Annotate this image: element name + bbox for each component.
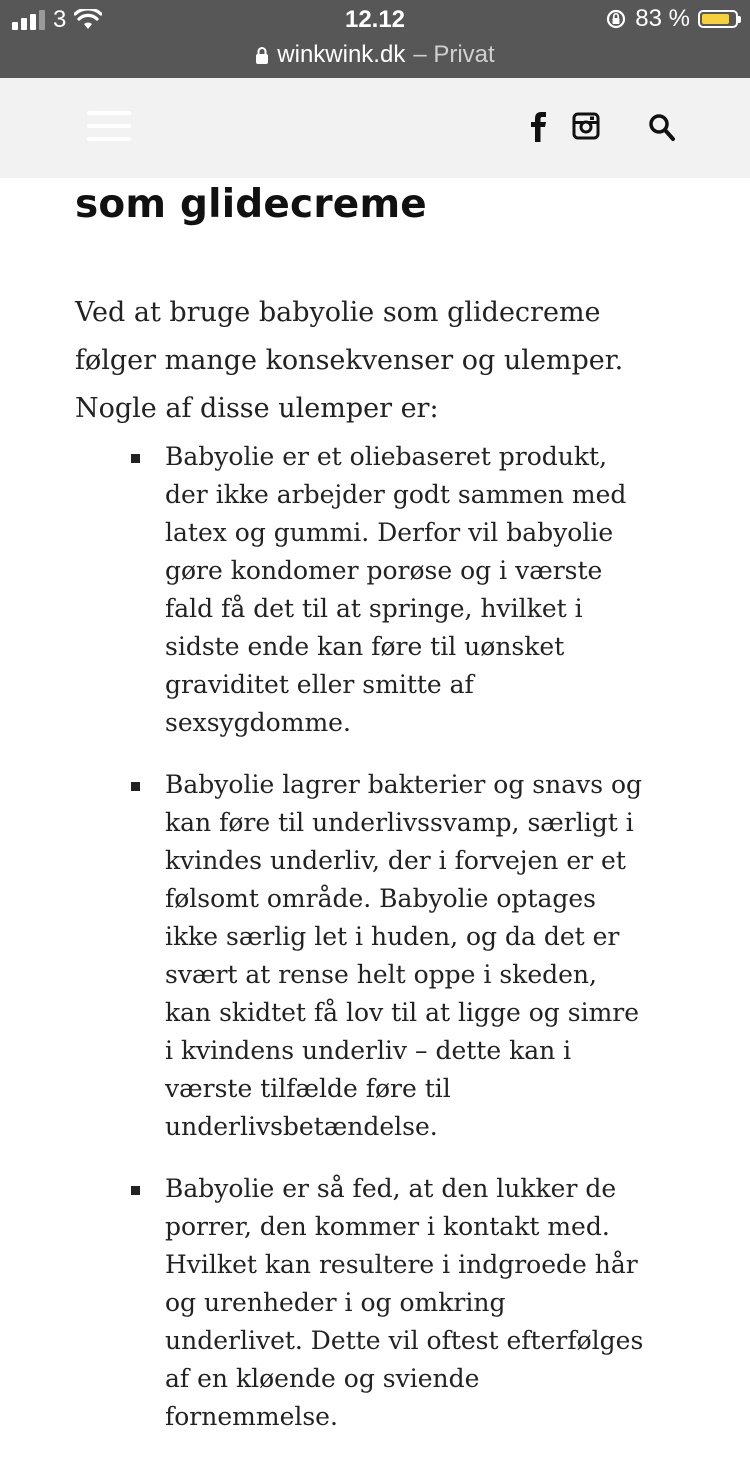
site-header (0, 78, 750, 178)
battery-percent: 83 % (635, 5, 690, 32)
lock-icon (255, 46, 269, 64)
facebook-icon[interactable] (527, 112, 551, 142)
bullet-square-icon (131, 1186, 140, 1195)
list-item (131, 1170, 651, 1436)
hamburger-menu-icon[interactable] (87, 111, 131, 143)
intro-paragraph: Ved at bruge babyolie som glidecreme følger mange konsekvenser og ulemper. Nogle af disse ulemper er: (75, 297, 624, 424)
battery-fill (702, 14, 729, 24)
ulemper-list (131, 438, 651, 1460)
battery-icon (698, 10, 738, 28)
carrier-name: 3 (53, 6, 67, 33)
right-status (605, 5, 738, 33)
status-bar (0, 0, 750, 40)
url-domain: winkwink.dk (277, 41, 406, 68)
bullet-square-icon (131, 782, 140, 791)
status-time: 12.12 (344, 6, 406, 33)
section-heading: som glidecreme (75, 182, 427, 227)
browser-top-bar (0, 0, 750, 78)
instagram-icon[interactable] (572, 112, 600, 140)
orientation-lock-icon (605, 8, 627, 30)
private-mode-label: – Privat (413, 41, 495, 68)
bullet-square-icon (131, 454, 140, 463)
list-item (131, 438, 651, 742)
list-item-text: Babyolie lagrer bakterier og snavs og kan føre til underlivssvamp, særligt i kvindes underliv, der i forvejen er et følsomt område. Babyolie optages ikke særlig let i huden, og da det er svært at rense helt oppe i skeden, kan skidtet få lov til at ligge og simre i kvindens underliv – dette kan i værste tilfælde føre til underlivsbetændelse. (165, 770, 643, 1141)
list-item (131, 766, 651, 1146)
search-icon[interactable] (648, 112, 676, 142)
address-bar[interactable] (0, 40, 750, 70)
list-item-text: Babyolie er så fed, at den lukker de porrer, den kommer i kontakt med. Hvilket kan resultere i indgroede hår og urenheder i og omkring underlivet. Dette vil oftest efterfølges af en kløende og sviende fornemmelse. (165, 1174, 644, 1431)
list-item-text: Babyolie er et oliebaseret produkt, der ikke arbejder godt sammen med latex og gummi. Derfor vil babyolie gøre kondomer porøse og i værste fald få det til at springe, hvilket i sidste ende kan føre til uønsket graviditet eller smitte af sexsygdomme. (165, 442, 627, 737)
